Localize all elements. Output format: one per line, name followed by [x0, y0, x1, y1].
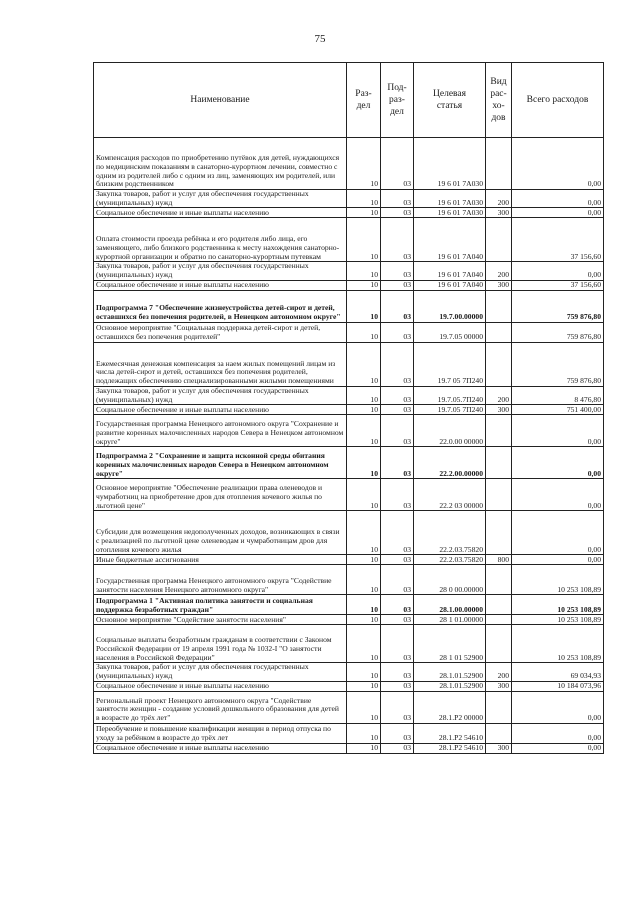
- cell-expense-type: 800: [486, 555, 512, 565]
- cell-expense-type: 200: [486, 190, 512, 208]
- cell-section: 10: [347, 405, 381, 415]
- table-row: [94, 290, 604, 322]
- cell-name: Основное мероприятие "Содействие занятости населения": [94, 615, 347, 625]
- header-subsection: Под- раз- дел: [381, 63, 414, 138]
- cell-target: 22.2.00.00000: [414, 447, 486, 479]
- cell-target: 28 1 01.00000: [414, 615, 486, 625]
- cell-expense-type: [486, 565, 512, 595]
- cell-name: Государственная программа Ненецкого автономного округа "Сохранение и развитие коренных малочисленных народов Севера в Ненецком автономном округе": [94, 415, 347, 447]
- cell-subsection: 03: [381, 405, 414, 415]
- cell-section: 10: [347, 447, 381, 479]
- cell-total: 0,00: [512, 262, 604, 280]
- cell-expense-type: [486, 342, 512, 386]
- cell-subsection: 03: [381, 342, 414, 386]
- cell-subsection: 03: [381, 447, 414, 479]
- cell-name: Подпрограмма 2 "Сохранение и защита исконной среды обитания коренных малочисленных народов Севера в Ненецком автономном округе": [94, 447, 347, 479]
- cell-section: 10: [347, 322, 381, 342]
- cell-name: Подпрограмма 7 "Обеспечение жизнеустройства детей-сирот и детей, оставшихся без попечения родителей, в Ненецком автономном округе": [94, 290, 347, 322]
- cell-target: 19.7.05 7П240: [414, 405, 486, 415]
- cell-total: 759 876,80: [512, 322, 604, 342]
- cell-section: 10: [347, 743, 381, 753]
- header-section: Раз- дел: [347, 63, 381, 138]
- table-row: [94, 262, 604, 280]
- table-row: [94, 681, 604, 691]
- cell-total: 10 253 108,89: [512, 595, 604, 615]
- cell-subsection: 03: [381, 663, 414, 681]
- cell-name: Закупка товаров, работ и услуг для обеспечения государственных (муниципальных) нужд: [94, 386, 347, 404]
- cell-name: Социальное обеспечение и иные выплаты населению: [94, 280, 347, 290]
- cell-section: 10: [347, 218, 381, 262]
- cell-subsection: 03: [381, 511, 414, 555]
- table-row: [94, 615, 604, 625]
- table-row: [94, 691, 604, 723]
- cell-target: 28.1.00.00000: [414, 595, 486, 615]
- cell-subsection: 03: [381, 681, 414, 691]
- cell-target: 22.2 03 00000: [414, 479, 486, 511]
- table-row: [94, 663, 604, 681]
- header-total: Всего расходов: [512, 63, 604, 138]
- cell-target: 19 6 01 7А040: [414, 280, 486, 290]
- cell-total: 10 184 073,96: [512, 681, 604, 691]
- cell-subsection: 03: [381, 190, 414, 208]
- cell-expense-type: 300: [486, 681, 512, 691]
- cell-name: Основное мероприятие "Социальная поддержка детей-сирот и детей, оставшихся без попечения родителей": [94, 322, 347, 342]
- cell-subsection: 03: [381, 138, 414, 190]
- cell-expense-type: 200: [486, 262, 512, 280]
- cell-target: 19 6 01 7А030: [414, 190, 486, 208]
- header-expense-type: Вид рас- хо- дов: [486, 63, 512, 138]
- cell-expense-type: [486, 218, 512, 262]
- cell-name: Ежемесячная денежная компенсация за наем жилых помещений лицам из числа детей-сирот и детей, оставшихся без попечения родителей, подлежащих обеспечению специализированными жилыми помещениями: [94, 342, 347, 386]
- budget-table: [93, 62, 604, 754]
- cell-name: Закупка товаров, работ и услуг для обеспечения государственных (муниципальных) нужд: [94, 663, 347, 681]
- cell-subsection: 03: [381, 208, 414, 218]
- cell-total: 0,00: [512, 691, 604, 723]
- table-row: [94, 208, 604, 218]
- cell-section: 10: [347, 479, 381, 511]
- cell-expense-type: [486, 511, 512, 555]
- cell-total: 10 253 108,89: [512, 625, 604, 663]
- cell-section: 10: [347, 555, 381, 565]
- cell-target: 22.0.00 00000: [414, 415, 486, 447]
- table-row: [94, 415, 604, 447]
- cell-subsection: 03: [381, 595, 414, 615]
- table-row: [94, 322, 604, 342]
- table-row: [94, 280, 604, 290]
- cell-target: 28.1.Р2 00000: [414, 691, 486, 723]
- cell-target: 19.7.05 00000: [414, 322, 486, 342]
- table-row: [94, 565, 604, 595]
- cell-expense-type: [486, 290, 512, 322]
- cell-name: Социальное обеспечение и иные выплаты населению: [94, 681, 347, 691]
- cell-section: 10: [347, 565, 381, 595]
- header-name: Наименование: [94, 63, 347, 138]
- cell-section: 10: [347, 511, 381, 555]
- cell-section: 10: [347, 615, 381, 625]
- cell-expense-type: 300: [486, 405, 512, 415]
- cell-total: 759 876,80: [512, 342, 604, 386]
- cell-expense-type: 300: [486, 208, 512, 218]
- cell-name: Подпрограмма 1 "Активная политика занятости и социальная поддержка безработных граждан": [94, 595, 347, 615]
- cell-subsection: 03: [381, 322, 414, 342]
- table-row: [94, 743, 604, 753]
- cell-name: Субсидии для возмещения недополученных доходов, возникающих в связи с реализацией по льготной цене оленеводам и чумработницам дров для отопления кочевого жилья: [94, 511, 347, 555]
- cell-expense-type: 300: [486, 280, 512, 290]
- cell-total: 751 400,00: [512, 405, 604, 415]
- cell-total: 0,00: [512, 479, 604, 511]
- cell-expense-type: 200: [486, 386, 512, 404]
- cell-subsection: 03: [381, 625, 414, 663]
- cell-target: 19.7 05 7П240: [414, 342, 486, 386]
- table-row: [94, 595, 604, 615]
- cell-section: 10: [347, 208, 381, 218]
- header-target: Целевая статья: [414, 63, 486, 138]
- table-row: [94, 405, 604, 415]
- table-row: [94, 511, 604, 555]
- cell-target: 22.2.03.75820: [414, 511, 486, 555]
- cell-section: 10: [347, 190, 381, 208]
- cell-target: 19 6 01 7А040: [414, 218, 486, 262]
- cell-target: 19.7.00.00000: [414, 290, 486, 322]
- cell-total: 8 476,80: [512, 386, 604, 404]
- cell-subsection: 03: [381, 415, 414, 447]
- cell-expense-type: [486, 691, 512, 723]
- cell-expense-type: [486, 138, 512, 190]
- cell-target: 28 1 01 52900: [414, 625, 486, 663]
- table-row: [94, 386, 604, 404]
- cell-target: 28.1.01.52900: [414, 663, 486, 681]
- cell-name: Оплата стоимости проезда ребёнка и его родителя либо лица, его заменяющего, либо близкого родственника к месту нахождения санаторно-курортной организации и обратно по санаторно-курортным путевкам: [94, 218, 347, 262]
- cell-target: 19 6 01 7А030: [414, 138, 486, 190]
- cell-expense-type: [486, 625, 512, 663]
- cell-name: Региональный проект Ненецкого автономного округа "Содействие занятости женщин - создание условий дошкольного образования для детей в возрасте до трёх лет": [94, 691, 347, 723]
- cell-section: 10: [347, 280, 381, 290]
- cell-target: 19.7.05.7П240: [414, 386, 486, 404]
- cell-total: 0,00: [512, 723, 604, 743]
- cell-name: Переобучение и повышение квалификации женщин в период отпуска по уходу за ребёнком в возрасте до трёх лет: [94, 723, 347, 743]
- cell-section: 10: [347, 415, 381, 447]
- table-row: [94, 218, 604, 262]
- cell-name: Иные бюджетные ассигнования: [94, 555, 347, 565]
- cell-total: 0,00: [512, 447, 604, 479]
- cell-name: Закупка товаров, работ и услуг для обеспечения государственных (муниципальных) нужд: [94, 262, 347, 280]
- cell-section: 10: [347, 663, 381, 681]
- cell-section: 10: [347, 290, 381, 322]
- table-row: [94, 342, 604, 386]
- cell-target: 28 0 00.00000: [414, 565, 486, 595]
- cell-expense-type: 200: [486, 663, 512, 681]
- cell-name: Социальное обеспечение и иные выплаты населению: [94, 208, 347, 218]
- cell-total: 759 876,80: [512, 290, 604, 322]
- cell-section: 10: [347, 138, 381, 190]
- cell-target: 28.1.Р2 54610: [414, 743, 486, 753]
- cell-total: 37 156,60: [512, 280, 604, 290]
- table-row: [94, 190, 604, 208]
- cell-total: 0,00: [512, 555, 604, 565]
- cell-target: 28.1.01.52900: [414, 681, 486, 691]
- cell-subsection: 03: [381, 280, 414, 290]
- cell-expense-type: [486, 479, 512, 511]
- cell-subsection: 03: [381, 555, 414, 565]
- cell-section: 10: [347, 723, 381, 743]
- cell-subsection: 03: [381, 723, 414, 743]
- table-header-row: [94, 63, 604, 138]
- cell-name: Закупка товаров, работ и услуг для обеспечения государственных (муниципальных) нужд: [94, 190, 347, 208]
- table-row: [94, 479, 604, 511]
- cell-total: 0,00: [512, 190, 604, 208]
- cell-total: 10 253 108,89: [512, 615, 604, 625]
- cell-section: 10: [347, 342, 381, 386]
- cell-subsection: 03: [381, 262, 414, 280]
- cell-target: 28.1.Р2 54610: [414, 723, 486, 743]
- cell-name: Социальное обеспечение и иные выплаты населению: [94, 743, 347, 753]
- table-row: [94, 138, 604, 190]
- cell-total: 10 253 108,89: [512, 565, 604, 595]
- cell-total: 0,00: [512, 208, 604, 218]
- table-row: [94, 447, 604, 479]
- cell-name: Компенсация расходов по приобретению путёвок для детей, нуждающихся по медицинским показаниям в санаторно-курортном лечении, совместно с одним из родителей либо с одним из лиц, заменяющих им родителей, или близким родственником: [94, 138, 347, 190]
- cell-total: 0,00: [512, 415, 604, 447]
- cell-subsection: 03: [381, 218, 414, 262]
- cell-target: 19 6 01 7А030: [414, 208, 486, 218]
- cell-section: 10: [347, 262, 381, 280]
- cell-expense-type: [486, 322, 512, 342]
- table-row: [94, 625, 604, 663]
- page-number: 75: [314, 33, 326, 45]
- cell-expense-type: 300: [486, 743, 512, 753]
- cell-total: 37 156,60: [512, 218, 604, 262]
- cell-section: 10: [347, 625, 381, 663]
- cell-expense-type: [486, 723, 512, 743]
- cell-subsection: 03: [381, 743, 414, 753]
- cell-name: Основное мероприятие "Обеспечение реализации права оленеводов и чумработниц на приобретение дров для отопления кочевого жилья по льготной цене": [94, 479, 347, 511]
- table-row: [94, 723, 604, 743]
- cell-section: 10: [347, 595, 381, 615]
- cell-subsection: 03: [381, 479, 414, 511]
- cell-total: 0,00: [512, 138, 604, 190]
- cell-subsection: 03: [381, 615, 414, 625]
- cell-target: 19 6 01 7А040: [414, 262, 486, 280]
- cell-target: 22.2.03.75820: [414, 555, 486, 565]
- cell-section: 10: [347, 681, 381, 691]
- cell-expense-type: [486, 415, 512, 447]
- cell-section: 10: [347, 691, 381, 723]
- cell-subsection: 03: [381, 290, 414, 322]
- table-row: [94, 555, 604, 565]
- cell-expense-type: [486, 595, 512, 615]
- cell-expense-type: [486, 615, 512, 625]
- cell-subsection: 03: [381, 565, 414, 595]
- cell-total: 0,00: [512, 743, 604, 753]
- cell-total: 0,00: [512, 511, 604, 555]
- cell-subsection: 03: [381, 386, 414, 404]
- cell-subsection: 03: [381, 691, 414, 723]
- cell-total: 69 034,93: [512, 663, 604, 681]
- cell-section: 10: [347, 386, 381, 404]
- cell-name: Социальное обеспечение и иные выплаты населению: [94, 405, 347, 415]
- cell-name: Государственная программа Ненецкого автономного округа "Содействие занятости населения Ненецкого автономного округа": [94, 565, 347, 595]
- cell-expense-type: [486, 447, 512, 479]
- cell-name: Социальные выплаты безработным гражданам в соответствии с Законом Российской Федерации от 19 апреля 1991 года № 1032-I "О занятости населения в Российской Федерации": [94, 625, 347, 663]
